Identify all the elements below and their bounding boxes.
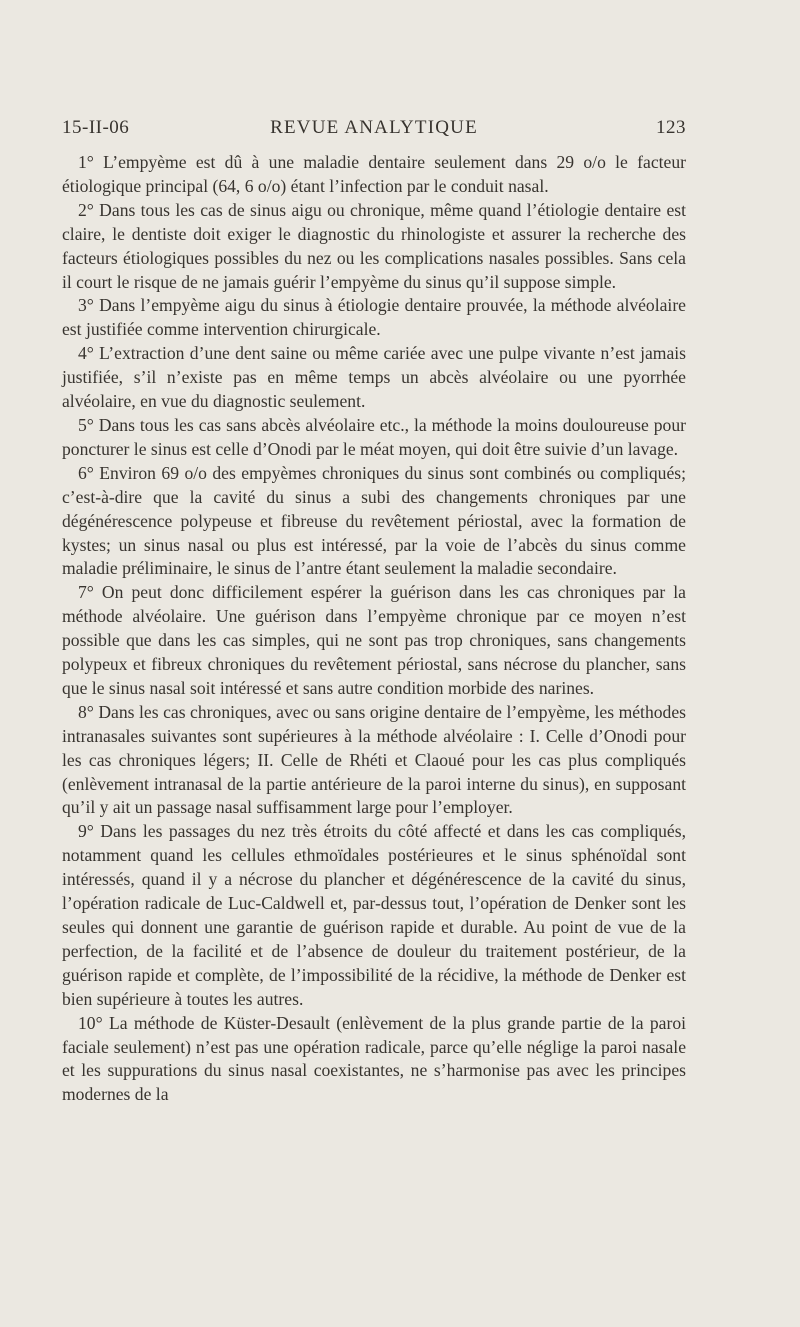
paragraph-9: 9° Dans les passages du nez très étroits du côté affecté et dans les cas compliqués, notamment quand les cellules ethmoïdales postérieures et le sinus sphénoïdal sont intéressés, quand il y a nécrose du plancher et dégénérescence de la cavité du sinus, l’opération radicale de Luc-Caldwell et, par-dessus tout, l’opération de Denker sont les seules qui donnent une garantie de guérison rapide et durable. Au point de vue de la perfection, de la facilité et de l’absence de douleur du traitement postérieur, de la guérison rapide et complète, de l’impossibilité de la récidive, la méthode de Denker est bien supérieure à toutes les autres. [62,821,686,1009]
paragraph-10: 10° La méthode de Küster-Desault (enlèvement de la plus grande partie de la paroi faciale seulement) n’est pas une opération radicale, parce qu’elle néglige la paroi nasale et les suppurations du sinus nasal coexistantes, ne s’harmonise pas avec les principes modernes de la [62,1012,686,1105]
page-number: 123 [656,117,686,138]
article-body [62,151,686,1107]
paragraph-4: 4° L’extraction d’une dent saine ou même cariée avec une pulpe vivante n’est jamais justifiée, s’il n’existe pas en même temps un abcès alvéolaire ou une pyorrhée alvéolaire, en vue du diagnostic seulement. [62,343,686,412]
paragraph-6: 6° Environ 69 o/o des empyèmes chroniques du sinus sont combinés ou compliqués; c’est-à-dire que la cavité du sinus a subi des changements chroniques par une dégénérescence polypeuse et fibreuse du revêtement périostal, avec la formation de kystes; un sinus nasal ou plus est intéressé, par la voie de l’abcès du sinus comme maladie préliminaire, le sinus de l’antre étant seulement la maladie secondaire. [62,462,686,579]
issue-date: 15-II-06 [62,117,130,138]
paragraph-3: 3° Dans l’empyème aigu du sinus à étiologie dentaire prouvée, la méthode alvéolaire est justifiée comme intervention chirurgicale. [62,295,686,340]
running-header [62,117,686,143]
running-title: REVUE ANALYTIQUE [270,117,478,138]
paragraph-1: 1° L’empyème est dû à une maladie dentaire seulement dans 29 o/o le facteur étiologique principal (64, 6 o/o) étant l’infection par le conduit nasal. [62,152,686,196]
paragraph-2: 2° Dans tous les cas de sinus aigu ou chronique, même quand l’étiologie dentaire est claire, le dentiste doit exiger le diagnostic du rhinologiste et assurer la recherche des facteurs étiologiques possibles du nez ou les complications nasales possibles. Sans cela il court le risque de ne jamais guérir l’empyème du sinus qu’il suppose simple. [62,199,686,292]
paragraph-8: 8° Dans les cas chroniques, avec ou sans origine dentaire de l’empyème, les méthodes intranasales suivantes sont supérieures à la méthode alvéolaire : I. Celle d’Onodi pour les cas chroniques légers; II. Celle de Rhéti et Claoué pour les cas plus compliqués (enlèvement intranasal de la partie antérieure de la paroi interne du sinus), en supposant qu’il y ait un passage nasal suffisamment large pour l’employer. [62,701,686,818]
paragraph-5: 5° Dans tous les cas sans abcès alvéolaire etc., la méthode la moins douloureuse pour poncturer le sinus est celle d’Onodi par le méat moyen, qui doit être suivie d’un lavage. [62,414,686,459]
paragraph-7: 7° On peut donc difficilement espérer la guérison dans les cas chroniques par la méthode alvéolaire. Une guérison dans l’empyème chronique par ce moyen n’est possible que dans les cas simples, qui ne sont pas trop chroniques, sans changements polypeux et fibreux chroniques du revêtement périostal, sans nécrose du plancher, sans que le sinus nasal soit intéressé et sans autre condition morbide des narines. [62,582,686,698]
